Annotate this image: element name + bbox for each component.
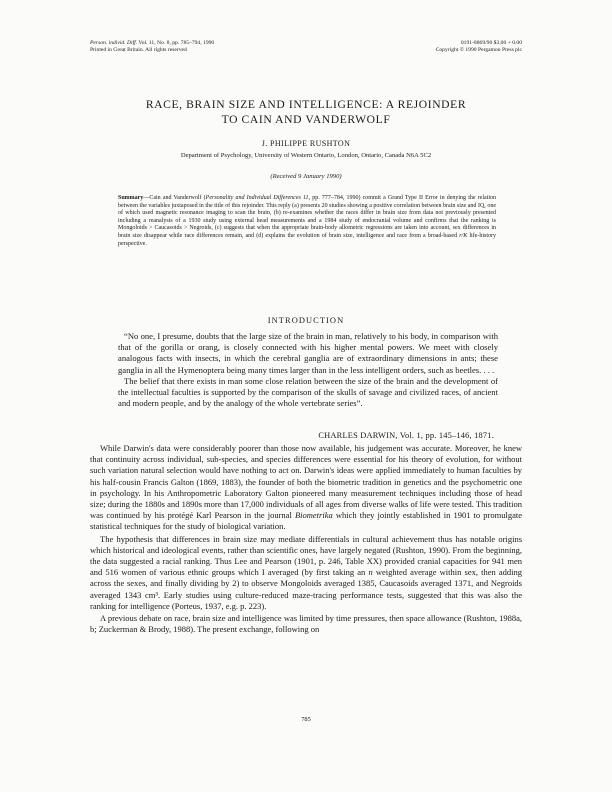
abstract-text-2: , pp. 777–784, 1990) commit a Grand Type II Error in denying the relation between the variables juxtaposed in the title of this rejoinder. This reply (a) presents 20 studies showing a positive correlation between brain size and IQ, one of which used magnetic resonance imaging to scan the brain, (b) re-examines whether the races differ in brain size from data not previously presented including a reanalysis of a 1930 study using external head measurements and a 1984 study of endocranial volume and confirms that the ranking is Mongoloids > Caucasoids > Negroids, (c) suggests that when the appropriate brain-body allometric regressions are taken into account, sex differences in brain size disappear while race differences remain, and (d) explains the evolution of brain size, intelligence and race from a broad-based [118,195,497,239]
body-p2-text-a: The hypothesis that differences in brain size may mediate differentials in cultural achievement thus has notable origins which historical and ideological events, rather than scientific ones, have largely negated (Rushton, 1990). From the beginning, the data suggested a racial ranking. Thus Lee and Pearson (1901, p. 246, Table XX) provided cranial capacities for 941 men and 516 women of various ethnic groups which I averaged (by first taking an [90,533,522,578]
body-p1-text-b: which they jointly established in 1901 to promulgate statistical techniques for the study of biological variation. [90,510,523,532]
title-line-1: RACE, BRAIN SIZE AND INTELLIGENCE: A REJOINDER [145,98,467,111]
body-p1-text-a: While Darwin's data were considerably poorer than those now available, his judgement was accurate. Moreover, he knew that continuity across individual, sub-species, and species differences were essential for his theory of evolution, for without such variation natural selection would have nothing to act on. Darwin's ideas were applied immediately to human faculties by his half-cousin Francis Galton (1869, 1883), the founder of both the biometric tradition in genetics and the psychometric one in psychology. In his Anthropometric Laboratory Galton pioneered many measurement techniques including those of head size; during the 1880s and 1890s more than 17,000 individuals of all ages from diverse walks of life were tested. This tradition was continued by his protégé Karl Pearson in the journal [90,443,522,521]
abstract-text-1: —Cain and Vanderwolf ( [143,195,206,201]
quote-citation: CHARLES DARWIN, Vol. 1, pp. 145–146, 1871. [318,431,494,440]
header-right [436,40,522,54]
header-left [90,40,214,54]
volume-info: Vol. 11, No. 8, pp. 785–794, 1990 [137,40,215,46]
author-name: J. PHILIPPE RUSHTON [261,139,351,148]
journal-name: Person. individ. Diff. [90,40,138,46]
author-affiliation: Department of Psychology, University of Western Ontario, London, Ontario, Canada N6A 5C2 [180,152,432,159]
body-p2-n: n [368,567,373,578]
printed-note: Printed in Great Britain. All rights reserved [90,47,187,53]
article-title [100,97,512,127]
abstract [118,195,496,248]
body-text [90,443,522,635]
abstract-text-3: life-history perspective. [118,232,496,247]
body-paragraph-3: A previous debate on race, brain size and intelligence was limited by time pressures, then space allowance (Rushton, 1988a, b; Zuckerman & Brody, 1988). The present exchange, following on [90,613,522,635]
body-paragraph-1 [90,443,522,533]
received-date: (Received 9 January 1990) [270,173,342,180]
body-paragraph-2 [90,534,522,612]
quote-paragraph-1: “No one, I presume, doubts that the large size of the brain in man, relatively to his body, in comparison with that of the gorilla or orang, is closely connected with his higher mental powers. We meet with closely analogous facts with insects, in which the cerebral ganglia are of extraordinary dimensions in ants; these ganglia in all the Hymenoptera being many times larger than in the less intelligent orders, such as beetles. . . . [118,331,498,375]
darwin-quote [118,331,498,409]
body-p1-journal: Biometrika [294,510,333,521]
quote-paragraph-2: The belief that there exists in man some close relation between the size of the brain and the development of the intellectual faculties is supported by the comparison of the skulls of savage and civilized races, of ancient and modern people, and by the analogy of the whole vertebrate series”. [118,375,498,409]
copyright: Copyright © 1990 Pergamon Press plc [435,47,522,53]
title-line-2: TO CAIN AND VANDERWOLF [221,113,391,126]
abstract-journal-ref: Personality and Individual Differences 11 [205,195,309,201]
abstract-lead: Summary [118,195,144,201]
abstract-rk: r/K [459,232,468,239]
issn-price: 0191-8869/90 $3.00 + 0.00 [460,40,522,46]
page-number: 785 [301,716,311,723]
body-p2-text-b: weighted average within sex, then adding across the sexes, and finally dividing by 2) to observe Mongoloids averaged 1385, Caucasoids averaged 1371, and Negroids averaged 1343 cm³. Early studies using culture-reduced maze-tracing performance tests, suggested that this was also the ranking for intelligence (Porteus, 1937, e.g. p. 223). [90,567,522,611]
section-heading: INTRODUCTION [267,316,345,325]
